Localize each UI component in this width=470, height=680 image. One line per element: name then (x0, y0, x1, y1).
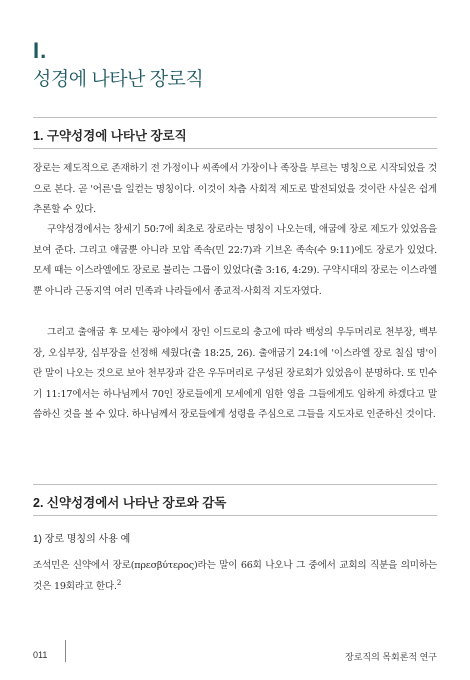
chapter-number: I. (33, 38, 48, 63)
page-number: 011 (33, 650, 48, 660)
section-heading: 2. 신약성경에서 나타난 장로와 감독 (33, 496, 227, 510)
chapter-title: 성경에 나타난 장로직 (33, 69, 204, 90)
footnote-reference[interactable]: 2 (116, 578, 122, 587)
paragraph (33, 556, 437, 597)
section-rule (33, 484, 437, 485)
sub-heading: 1) 장로 명칭의 사용 예 (33, 534, 131, 545)
footer-divider (65, 640, 66, 662)
section-rule (33, 148, 437, 149)
section-rule (33, 117, 437, 118)
paragraph: 구약성경에서는 창세기 50:7에 최초로 장로라는 명칭이 나오는데, 애굽에 장로 제도가 있었음을 보여 준다. 그리고 애굽뿐 아니라 모압 족속(민 22:7)과 기브온 족속(수 9:11)에도 장로가 있었다. 모세 때는 이스라엘에도 장로로 불리는 그룹이 있었다(출 3:16, 4:29). 구약시대의 장로는 이스라엘뿐 아니라 근동지역 여러 민족과 나라들에서 종교적·사회적 지도자였다. (33, 224, 437, 297)
running-title: 장로직의 목회론적 연구 (345, 652, 437, 662)
section-rule (33, 515, 437, 516)
paragraph: 장로는 제도적으로 존재하기 전 가정이나 씨족에서 가장이나 족장을 부르는 명칭으로 시작되었을 것으로 본다. 곧 '어른'을 일컫는 명칭이다. 이것이 차츰 사회적 제도로 발전되었을 것이란 사실은 쉽게 추론할 수 있다. (33, 163, 437, 215)
paragraph: 그리고 출애굽 후 모세는 광야에서 장인 이드로의 충고에 따라 백성의 우두머리로 천부장, 백부장, 오십부장, 십부장을 선정해 세웠다(출 18:25, 26). 출애굽기 24:1에 '이스라엘 장로 칠십 명'이란 말이 나오는 것으로 보아 천부장과 같은 우두머리로 구성된 장로회가 있었음이 분명하다. 또 민수기 11:17에서는 하나님께서 70인 장로들에게 모세에게 임한 영을 그들에게도 임하게 하겠다고 말씀하신 것을 볼 수 있다. 하나님께서 장로들에게 성령을 주심으로 그들을 지도자로 인준하신 것이다. (33, 327, 437, 420)
section-heading: 1. 구약성경에 나타난 장로직 (33, 129, 187, 143)
paragraph-text: 조석민은 신약에서 장로(πρεσβύτερος)라는 말이 66회 나오나 그 중에서 교회의 직분을 의미하는 것은 19회라고 한다. (33, 560, 437, 592)
